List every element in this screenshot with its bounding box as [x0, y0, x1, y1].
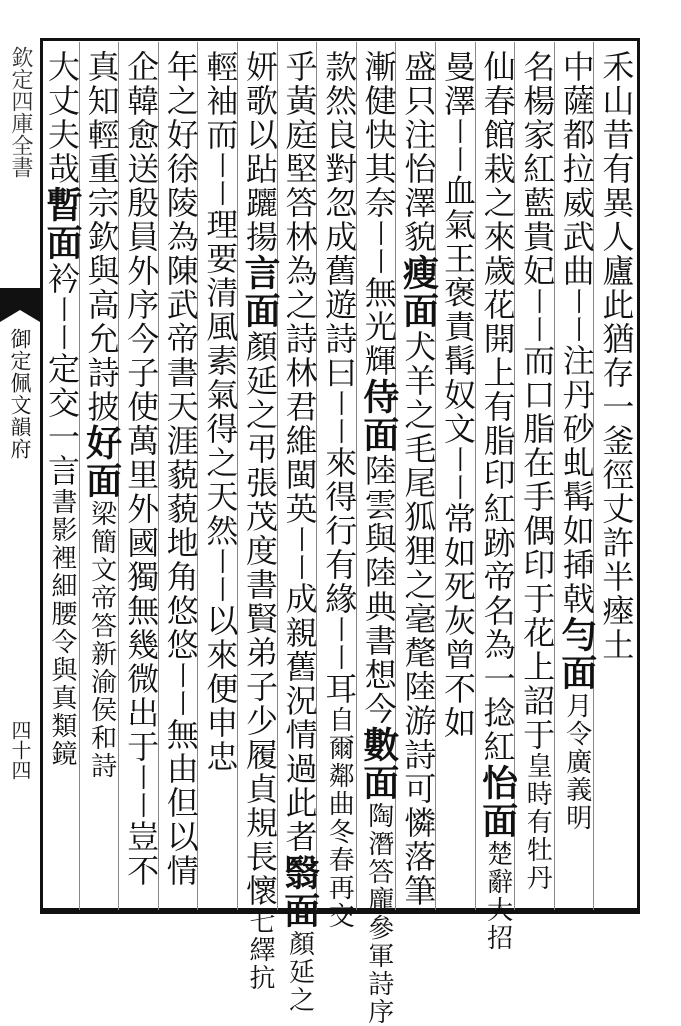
text-column [594, 50, 638, 890]
text-column [198, 50, 242, 890]
annotation-text: 丨丨 [205, 548, 236, 604]
column-text: 而口脂在手偶印于花上詔于 [518, 344, 557, 752]
entry-headword: 怡面 [476, 764, 519, 840]
entry-headword: 數面 [357, 726, 400, 802]
text-column [436, 50, 480, 890]
annotation-text: 月令廣義明 [561, 692, 592, 832]
column-text: 輕袖而 [201, 50, 240, 152]
column-text: 曼澤 [439, 50, 477, 118]
annotation-text: 梁簡文帝答新渝侯和詩 [86, 500, 117, 780]
entry-headword: 勻面 [555, 616, 598, 692]
column-text: 款然良對忽成舊遊詩曰 [320, 50, 359, 390]
column-text: 真知輕重宗欽與高允詩披 [82, 50, 121, 424]
annotation-text: 丨丨 [205, 152, 236, 208]
column-text: 仙春館栽之來歲花開上有脂印紅跡帝名為一捻紅 [478, 50, 517, 764]
column-text: 乎黃庭堅答林為之詩林君維閩英 [280, 50, 319, 526]
entry-headword: 瘦面 [397, 254, 440, 330]
column-text: 漸健快其奈 [359, 50, 398, 220]
annotation-text: 楚辭大招 [482, 840, 513, 952]
text-column [40, 50, 84, 890]
column-text: 無光輝 [359, 276, 398, 378]
column-text: 常如死灰曾不如 [439, 502, 477, 740]
annotation-text: 丨丨 [165, 662, 196, 718]
annotation-text: 丨丨 [363, 220, 394, 276]
column-text: 以來便申忠 [201, 604, 240, 774]
column-text: 陸雲與陸典書想今 [359, 454, 398, 726]
entry-headword: 好面 [80, 424, 123, 500]
annotation-text: 書影裡細腰令與真類鏡 [47, 488, 77, 768]
text-column [555, 50, 599, 890]
text-column [278, 50, 322, 1014]
entry-headword: 言面 [239, 254, 281, 330]
text-column [476, 50, 520, 952]
entry-headword: 翳面 [278, 854, 321, 930]
annotation-text: 陶潛答龐參軍詩序 [363, 802, 394, 1026]
column-text: 盛只注怡澤貌 [399, 50, 438, 254]
annotation-text: 丨丨 [522, 288, 553, 344]
column-text: 成親舊況情過此者 [280, 582, 319, 854]
column-text: 大丈夫哉 [43, 50, 81, 186]
text-column [357, 50, 401, 1026]
text-column [80, 50, 124, 890]
text-column [515, 50, 559, 890]
annotation-text: 丨丨 [126, 764, 157, 820]
annotation-text: 丨丨 [324, 616, 355, 672]
annotation-text: 七繹抗 [245, 908, 275, 992]
text-column [317, 50, 361, 930]
annotation-text: 丨丨 [561, 288, 592, 344]
text-column [396, 50, 440, 908]
margin-book-title: 御定佩文韻府 [8, 328, 32, 460]
margin-collection-title: 欽定四庫全書 [8, 46, 33, 178]
column-text: 顏延之弔張茂度書賢弟子少履貞規長懷 [241, 330, 279, 908]
annotation-text: 自爾鄰曲冬春再交 [324, 706, 355, 930]
annotation-text: 丨丨 [284, 526, 315, 582]
column-text: 犬羊之毛尾狐狸之毫氂陸游詩可憐落筆 [399, 330, 438, 908]
text-column [119, 50, 163, 890]
column-text: 年之好徐陵為陳武帝書天涯藐藐地角悠悠 [161, 50, 200, 662]
column-text: 王褒責髯奴文 [439, 242, 477, 446]
text-column [159, 50, 203, 890]
column-text: 理要清風素氣得之天然 [201, 208, 240, 548]
column-text: 注丹砂虬髯如揷戟 [557, 344, 596, 616]
text-column [238, 50, 282, 992]
entry-headword: 暫面 [41, 186, 83, 262]
column-text: 來得行有緣 [320, 446, 359, 616]
column-text: 豈不 [122, 820, 161, 888]
column-text: 耳 [320, 672, 359, 706]
annotation-text: 丨丨 [324, 390, 355, 446]
fish-tail-mark-icon [0, 288, 40, 322]
margin-page-number: 四十四 [8, 720, 32, 780]
annotation-text: 皇時有牡丹 [522, 752, 553, 892]
column-text: 衿 [43, 262, 81, 296]
column-text: 企韓愈送殷員外序今子使萬里外國獨無幾微出于 [122, 50, 161, 764]
annotation-text: 丨丨 [47, 296, 77, 352]
column-text: 名楊家紅藍貴妃 [518, 50, 557, 288]
annotation-text: 丨丨 [443, 118, 473, 174]
column-text: 妍歌以跕躧揚 [241, 50, 279, 254]
column-text: 中薩都拉威武曲 [557, 50, 596, 288]
column-text: 無由但以情 [161, 718, 200, 888]
column-text: 禾山昔有異人廬此猶存一釜徑丈許半瘞土 [597, 50, 636, 662]
column-text: 血氣 [439, 174, 477, 242]
annotation-text: 丨丨 [443, 446, 473, 502]
annotation-text: 顏延之 [284, 930, 315, 1014]
entry-headword: 侍面 [357, 378, 400, 454]
column-text: 定交一言 [43, 352, 81, 488]
